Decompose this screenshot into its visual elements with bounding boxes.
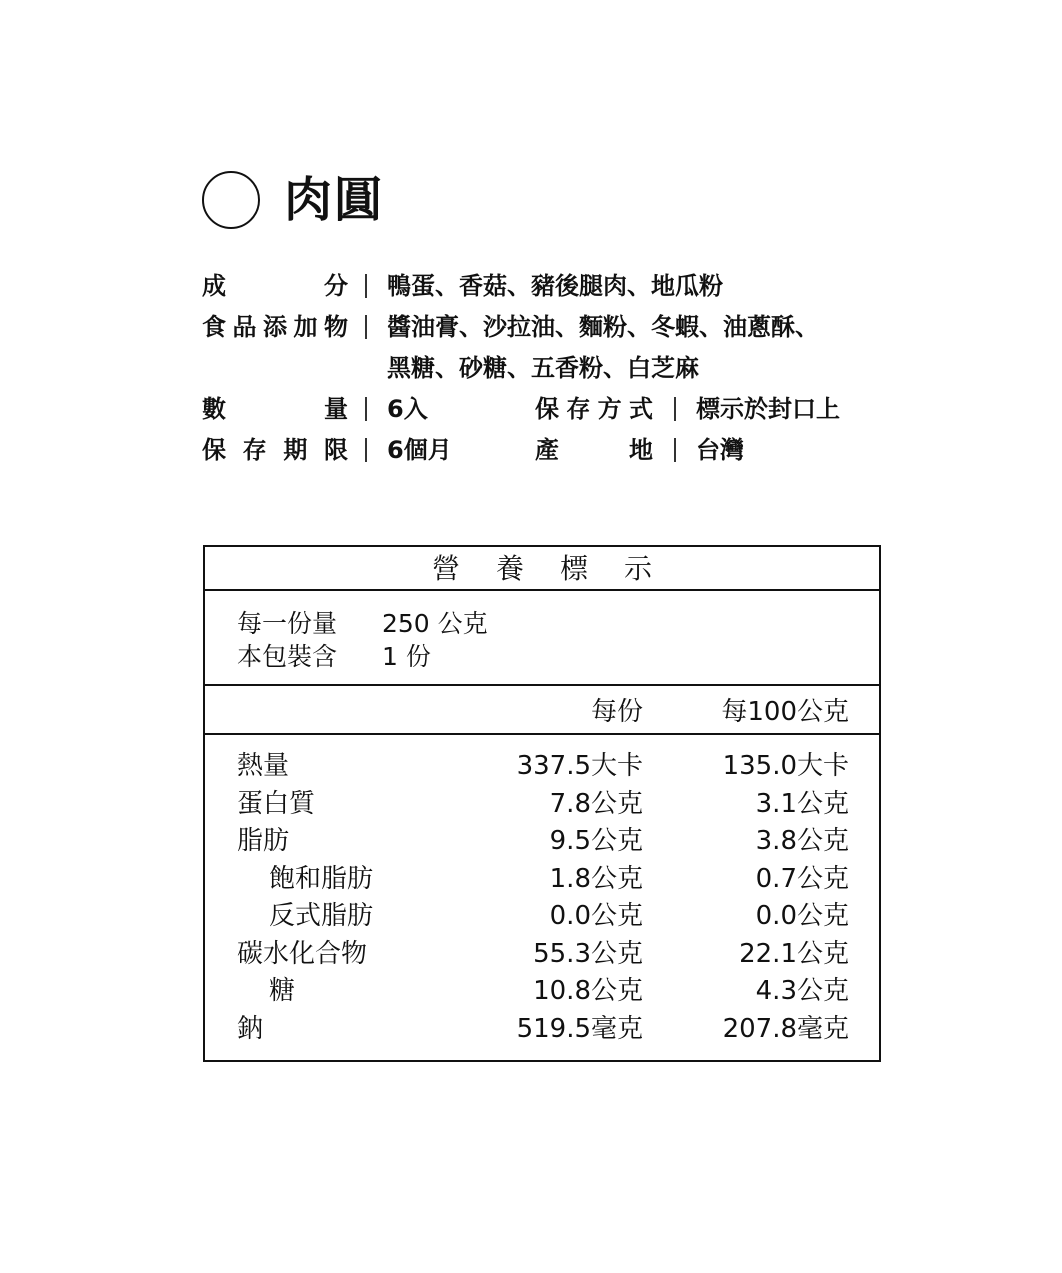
serving-size-value: 250 公克: [382, 609, 488, 638]
nutrient-row-sugar: [205, 974, 879, 1012]
nutrient-per-100g: 22.1公克: [739, 938, 849, 969]
nutrient-name: 碳水化合物: [237, 938, 368, 969]
nutrient-row-sodium: [205, 1012, 879, 1050]
origin-value: 台灣: [696, 436, 744, 464]
nutrient-per-100g: 4.3公克: [755, 976, 849, 1006]
product-header: [202, 168, 384, 232]
nutrient-per-serving: 519.5毫克: [516, 1013, 643, 1044]
nutrition-facts-table: [203, 545, 881, 1062]
col-header-per-serving: 每份: [590, 697, 643, 727]
quantity-value: 6入: [387, 395, 428, 423]
nutrition-rows: [205, 749, 879, 1049]
serving-size-row: [237, 607, 488, 640]
nutrition-title: 營養標示: [205, 547, 879, 591]
table-divider: [205, 733, 879, 735]
nutrient-row-protein: [205, 787, 879, 825]
shelf-life-label: 保存期限: [202, 436, 348, 464]
nutrient-per-100g: 0.0公克: [755, 901, 849, 931]
nutrient-per-100g: 207.8毫克: [722, 1013, 849, 1044]
nutrient-per-serving: 337.5大卡: [516, 751, 643, 781]
nutrient-name: 反式脂肪: [269, 901, 374, 931]
nutrient-row-calories: [205, 749, 879, 787]
nutrient-name: 糖: [269, 976, 296, 1006]
servings-per-package-row: [237, 640, 488, 673]
nutrient-per-serving: 10.8公克: [533, 976, 643, 1006]
serving-size-label: 每一份量: [237, 609, 338, 638]
nutrient-name: 飽和脂肪: [269, 863, 374, 894]
nutrient-row-carbohydrate: [205, 937, 879, 975]
additives-value-line2: 黑糖、砂糖、五香粉、白芝麻: [387, 354, 699, 382]
servings-value: 1 份: [382, 642, 431, 671]
table-divider: [205, 684, 879, 686]
nutrient-name: 脂肪: [237, 826, 290, 856]
storage-method-value: 標示於封口上: [696, 395, 840, 423]
ingredients-value: 鴨蛋、香菇、豬後腿肉、地瓜粉: [387, 272, 723, 300]
nutrient-per-serving: 55.3公克: [533, 938, 643, 969]
separator-bar: [674, 397, 676, 421]
nutrient-per-100g: 3.8公克: [755, 826, 849, 856]
serving-info: [237, 607, 488, 673]
nutrient-name: 熱量: [237, 751, 290, 781]
shelf-life-value: 6個月: [387, 436, 452, 464]
servings-label: 本包裝含: [237, 642, 338, 671]
separator-bar: [365, 438, 367, 462]
quantity-label: 數量: [202, 395, 348, 423]
separator-bar: [365, 274, 367, 298]
nutrient-row-fat: [205, 824, 879, 862]
nutrient-name: 鈉: [237, 1013, 264, 1044]
nutrient-per-serving: 9.5公克: [549, 826, 643, 856]
nutrient-per-serving: 1.8公克: [549, 863, 643, 894]
origin-label: 產地: [535, 436, 653, 464]
product-title: 肉圓: [284, 172, 385, 228]
nutrient-row-saturated-fat: [205, 862, 879, 900]
nutrient-per-serving: 7.8公克: [549, 788, 643, 819]
nutrient-per-100g: 3.1公克: [755, 788, 849, 819]
nutrient-row-trans-fat: [205, 899, 879, 937]
nutrient-name: 蛋白質: [237, 788, 316, 819]
ingredients-label: 成分: [202, 272, 348, 300]
separator-bar: [674, 438, 676, 462]
nutrient-per-100g: 135.0大卡: [722, 751, 849, 781]
separator-bar: [365, 397, 367, 421]
storage-method-label: 保存方式: [535, 395, 653, 423]
nutrient-per-100g: 0.7公克: [755, 863, 849, 894]
nutrient-per-serving: 0.0公克: [549, 901, 643, 931]
circle-icon: [202, 171, 260, 229]
additives-value-line1: 醬油膏、沙拉油、麵粉、冬蝦、油蔥酥、: [387, 313, 819, 341]
additives-label: 食品添加物: [202, 313, 348, 341]
separator-bar: [365, 315, 367, 339]
col-header-per-100g: 每100公克: [721, 697, 849, 727]
